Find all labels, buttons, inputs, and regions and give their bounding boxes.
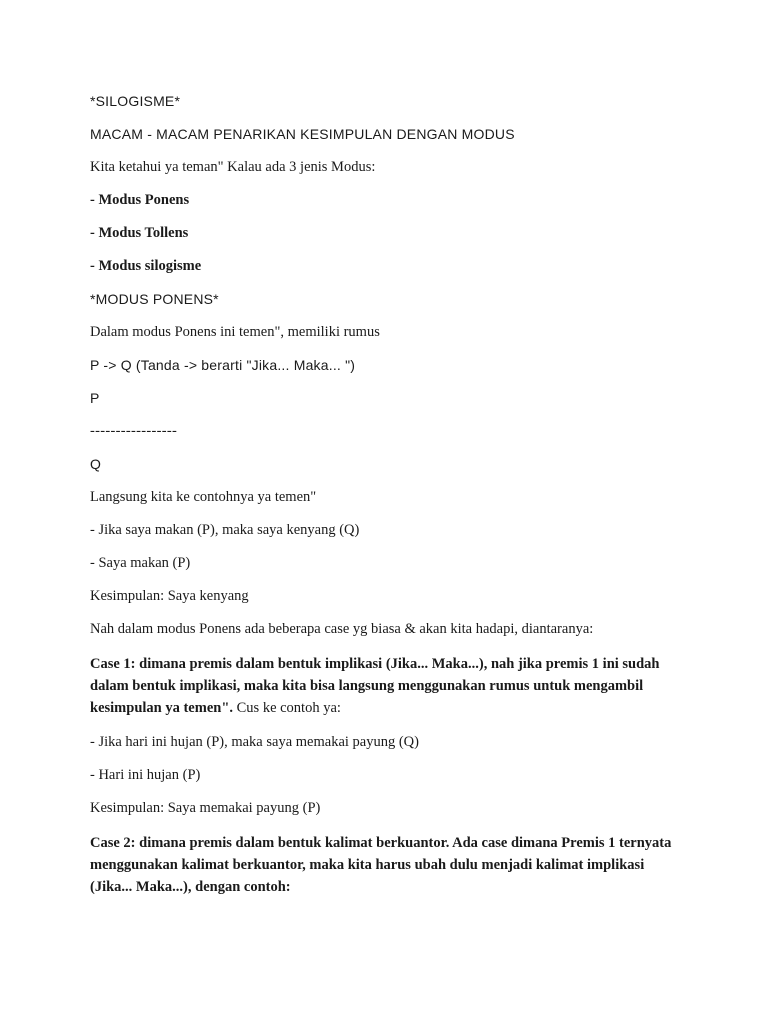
modus-list-item: - Modus Ponens [90, 192, 190, 208]
case-1-example-line: - Jika hari ini hujan (P), maka saya memakai payung (Q) [90, 734, 419, 750]
intro-paragraph: Kita ketahui ya teman" Kalau ada 3 jenis Modus: [90, 159, 376, 175]
example-line: - Saya makan (P) [90, 555, 191, 571]
document-subtitle: MACAM - MACAM PENARIKAN KESIMPULAN DENGAN MODUS [90, 126, 515, 142]
case-1-example-line: - Hari ini hujan (P) [90, 767, 201, 783]
ponens-conclusion: Q [90, 456, 102, 472]
modus-list-item: - Modus silogisme [90, 258, 202, 274]
case-1-paragraph [90, 653, 680, 719]
ponens-divider: ----------------- [90, 423, 178, 439]
case-2-paragraph: Case 2: dimana premis dalam bentuk kalimat berkuantor. Ada case dimana Premis 1 ternyata menggunakan kalimat berkuantor, maka kita harus ubah dulu menjadi kalimat implikasi (Jika... Maka...), dengan contoh: [90, 835, 672, 895]
ponens-description: Dalam modus Ponens ini temen", memiliki rumus [90, 324, 380, 340]
example-line: Kesimpulan: Saya kenyang [90, 588, 249, 604]
example-intro: Langsung kita ke contohnya ya temen" [90, 489, 317, 505]
cases-intro: Nah dalam modus Ponens ada beberapa case yg biasa & akan kita hadapi, diantaranya: [90, 621, 594, 637]
ponens-formula: P -> Q (Tanda -> berarti "Jika... Maka... ") [90, 357, 356, 373]
case-1-example-line: Kesimpulan: Saya memakai payung (P) [90, 800, 321, 816]
case-1-bold-text: Case 1: dimana premis dalam bentuk implikasi (Jika... Maka...), nah jika premis 1 ini sudah dalam bentuk implikasi, maka kita bisa langsung menggunakan rumus untuk mengambil kesimpulan ya temen". [90, 656, 660, 716]
example-line: - Jika saya makan (P), maka saya kenyang (Q) [90, 522, 360, 538]
document-title: *SILOGISME* [90, 93, 181, 109]
case-1-normal-text: Cus ke contoh ya: [233, 700, 341, 716]
section-heading-ponens: *MODUS PONENS* [90, 291, 219, 307]
modus-list-item: - Modus Tollens [90, 225, 189, 241]
ponens-premise: P [90, 390, 100, 406]
document-body [90, 92, 680, 912]
